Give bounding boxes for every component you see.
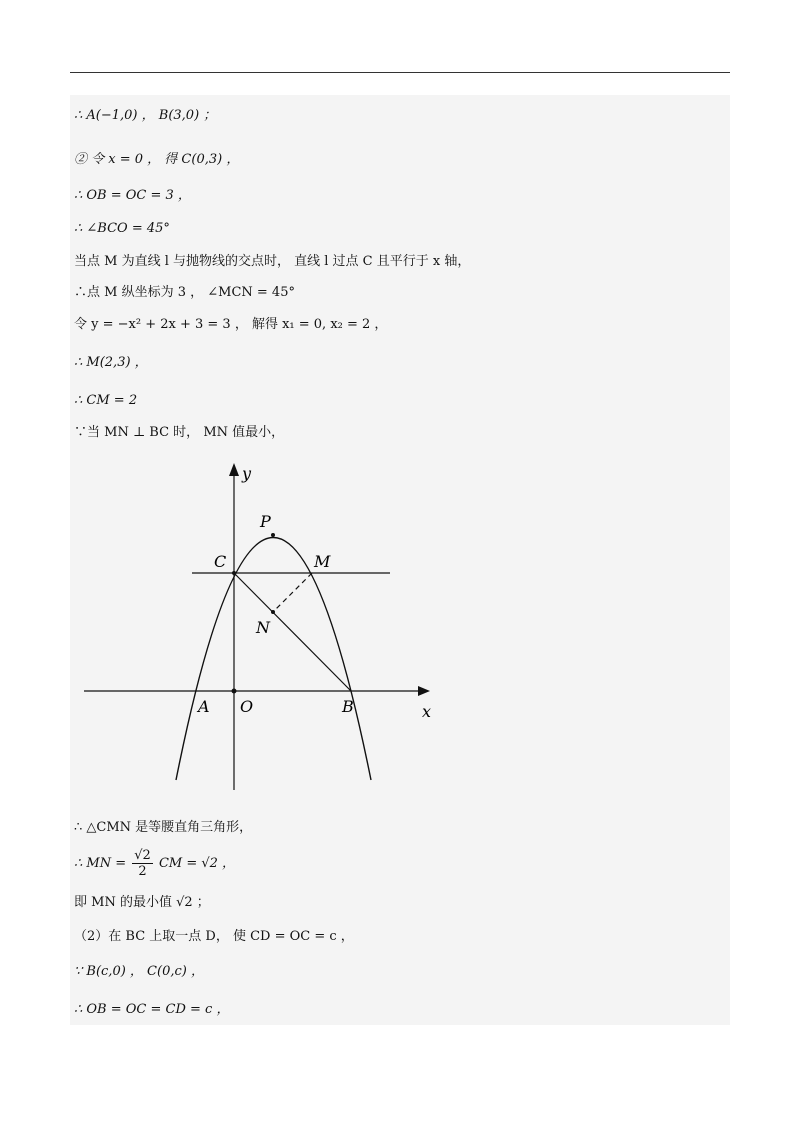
x-axis-arrow xyxy=(418,686,430,696)
text-line-12 xyxy=(74,848,235,879)
label-p: P xyxy=(260,512,271,531)
text-line-4: ∴ ∠BCO = 45° xyxy=(74,221,170,236)
text-line-1: ∴ A(−1,0) ， B(3,0) ； xyxy=(74,108,217,123)
text-line-10: ∵当 MN ⊥ BC 时， MN 值最小， xyxy=(74,425,285,440)
label-n: N xyxy=(256,618,270,637)
text-line-5: 当点 M 为直线 l 与抛物线的交点时， 直线 l 过点 C 且平行于 x 轴， xyxy=(74,254,471,269)
text-line-14: （2）在 BC 上取一点 D， 使 CD = OC = c ， xyxy=(74,929,354,944)
text-line-7: 令 y = −x² + 2x + 3 = 3 ， 解得 x₁ = 0, x₂ = 2 ， xyxy=(74,317,388,332)
text-line-11: ∴ △CMN 是等腰直角三角形， xyxy=(74,820,253,835)
fraction-root2-over-2 xyxy=(132,848,153,879)
fraction-denominator: 2 xyxy=(138,864,147,879)
point-n xyxy=(271,610,275,614)
fraction-numerator: √2 xyxy=(134,848,151,863)
point-p xyxy=(271,533,275,537)
text-line-13: 即 MN 的最小值 √2 ； xyxy=(74,895,210,910)
text-line-6: ∴点 M 纵坐标为 3 ， ∠MCN = 45° xyxy=(74,285,295,300)
point-o xyxy=(232,689,237,694)
parabola xyxy=(176,538,371,781)
label-x: x xyxy=(422,702,432,721)
label-c: C xyxy=(214,552,227,571)
label-b: B xyxy=(342,697,354,716)
label-m: M xyxy=(314,552,331,571)
y-axis-arrow xyxy=(229,463,239,476)
text-line-2: ② 令 x = 0 ， 得 C(0,3) ， xyxy=(74,152,240,167)
mn-eq-suffix: CM = √2 ， xyxy=(154,856,236,871)
text-line-9: ∴ CM = 2 xyxy=(74,393,138,408)
text-line-3: ∴ OB = OC = 3 ， xyxy=(74,188,191,203)
text-line-15: ∵ B(c,0) ， C(0,c) ， xyxy=(74,964,204,979)
text-line-8: ∴ M(2,3) ， xyxy=(74,355,148,370)
label-o: O xyxy=(240,697,254,716)
segment-cb xyxy=(234,573,351,691)
label-a: A xyxy=(198,697,210,716)
parabola-figure xyxy=(74,455,444,795)
header-rule xyxy=(70,72,730,73)
label-y: y xyxy=(242,464,252,483)
segment-mn-dashed xyxy=(273,573,312,612)
point-c xyxy=(232,571,236,575)
text-line-16: ∴ OB = OC = CD = c ， xyxy=(74,1002,230,1017)
mn-eq-prefix: ∴ MN = xyxy=(74,856,131,871)
